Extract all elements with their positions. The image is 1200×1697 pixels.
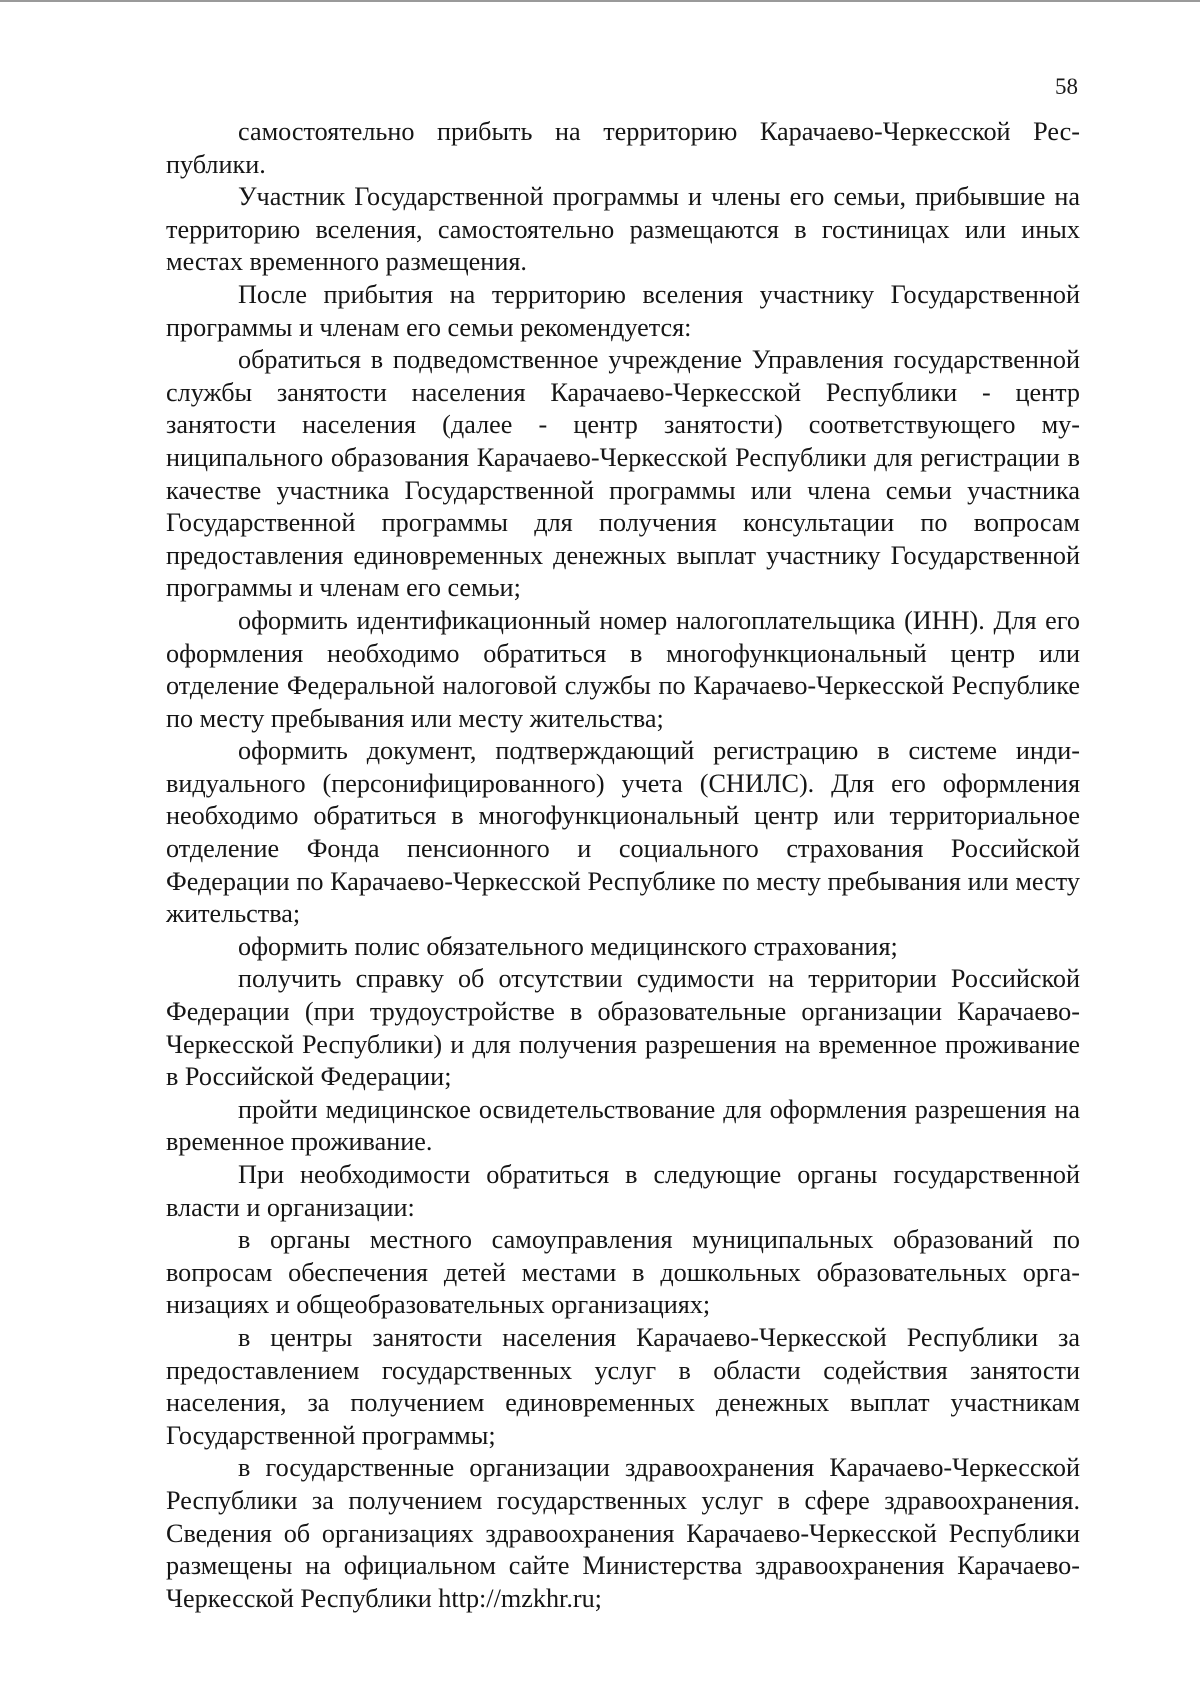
paragraph-authorities-intro: При необходимости обратиться в следующие органы государственной власти и организации: xyxy=(166,1160,1080,1222)
paragraph-healthcare-organizations: в государственные организации здравоохранения Карачаево-Черкесской Республики за получением государственных услуг в сфере здравоохранения. Сведения об организациях здравоохранения Карачаево-Черкесской Республики размещены на официальном сайте Министерства здравоохранения Карачаево-Черкесской Республики http://mzkhr.ru; xyxy=(166,1453,1080,1613)
paragraph-medical-policy: оформить полис обязательного медицинского страхования; xyxy=(238,931,898,961)
paragraph-employment-center: обратиться в подведомственное учреждение Управления государственной службы занятости населения Карачаево-Черкесской Республики - центр занятости населения (далее - центр занятости) соответствующего муниципального образования Карачаево-Черкесской Республики для регистрации в качестве участника Государственной программы или члена семьи участника Государственной программы для получения консультации по вопросам предоставления единовременных денежных выплат участнику Государственной программы и членам его семьи; xyxy=(166,345,1080,603)
paragraph-accommodation: Участник Государственной программы и члены его семьи, прибывшие на территорию вселения, самостоятельно размещаются в гостиницах или иных местах временного размещения. xyxy=(166,182,1080,277)
paragraph-employment-centers: в центры занятости населения Карачаево-Черкесской Республики за предоставлением государственных услуг в области содействия занятости населения, за получением единовременных денежных выплат участникам Государственной программы; xyxy=(166,1322,1080,1450)
document-body xyxy=(166,116,1080,1615)
paragraph-snils: оформить документ, подтверждающий регистрацию в системе индивидуального (персонифицированного) учета (СНИЛС). Для его оформления необходимо обратиться в многофункциональный центр или территориальное отделение Фонда пенсионного и социального страхования Российской Федерации по Карачаево-Черкесской Республике по месту пребывания или месту жительства; xyxy=(166,736,1080,929)
page-number: 58 xyxy=(1055,74,1078,99)
paragraph-medical-examination: пройти медицинское освидетельствование для оформления разрешения на временное проживание. xyxy=(166,1094,1080,1157)
paragraph-inn: оформить идентификационный номер налогоплательщика (ИНН). Для его оформления необходимо обратиться в многофункциональный центр или отделение Федеральной налоговой службы по Карачаево-Черкесской Республике по месту пребывания или месту жительства; xyxy=(166,605,1080,733)
paragraph-arrival-continuation: самостоятельно прибыть на территорию Карачаево-Черкесской Республики. xyxy=(166,117,1080,179)
paragraph-local-government: в органы местного самоуправления муниципальных образований по вопросам обеспечения детей местами в дошкольных образовательных организациях и общеобразовательных организациях; xyxy=(166,1225,1080,1320)
paragraph-criminal-record-certificate: получить справку об отсутствии судимости на территории Российской Федерации (при трудоустройстве в образовательные организации Карачаево-Черкесской Республики) и для получения разрешения на временное проживание в Российской Федерации; xyxy=(166,964,1080,1092)
paragraph-recommendations-intro: После прибытия на территорию вселения участнику Государственной программы и членам его семьи рекомендуется: xyxy=(166,279,1080,342)
scan-top-edge xyxy=(0,0,1200,2)
